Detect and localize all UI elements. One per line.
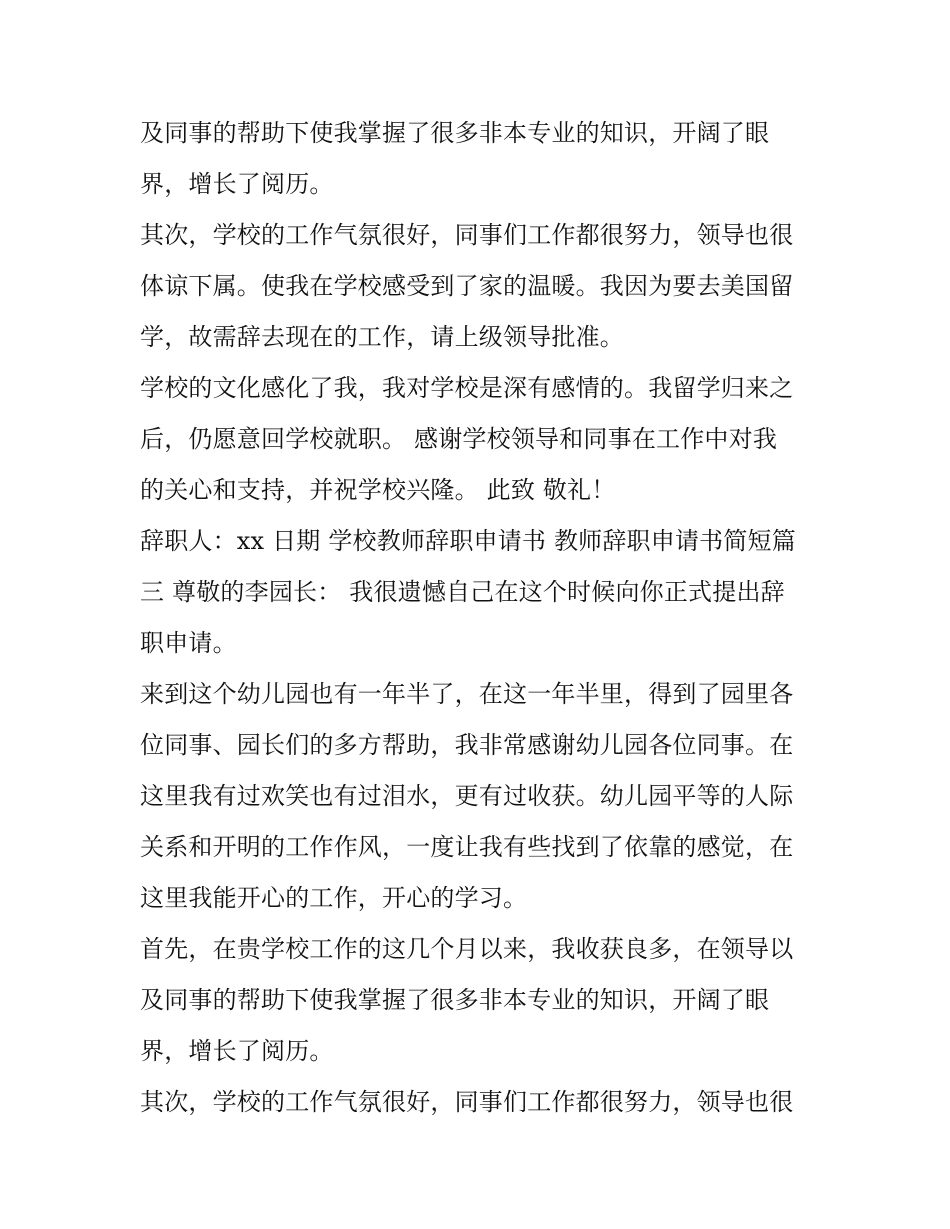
- text-line: 来到这个幼儿园也有一年半了，在这一年半里，得到了园里各: [140, 680, 794, 708]
- text-line: 关系和开明的工作作风，一度让我有些找到了依靠的感觉，在: [140, 833, 794, 861]
- text-line: 界，增长了阅历。: [140, 1037, 334, 1065]
- text-line: 学，故需辞去现在的工作，请上级领导批准。: [140, 323, 624, 351]
- text-line: 辞职人：xx 日期 学校教师辞职申请书 教师辞职申请书简短篇: [140, 527, 796, 555]
- document-body: [140, 108, 820, 1128]
- text-line: 学校的文化感化了我，我对学校是深有感情的。我留学归来之: [140, 374, 794, 402]
- text-line: 体谅下属。使我在学校感受到了家的温暖。我因为要去美国留: [140, 272, 794, 300]
- text-line: 这里我能开心的工作，开心的学习。: [140, 884, 528, 912]
- text-line: 及同事的帮助下使我掌握了很多非本专业的知识，开阔了眼: [140, 119, 770, 147]
- text-line: 界，增长了阅历。: [140, 170, 334, 198]
- text-line: 及同事的帮助下使我掌握了很多非本专业的知识，开阔了眼: [140, 986, 770, 1014]
- text-line: 位同事、园长们的多方帮助，我非常感谢幼儿园各位同事。在: [140, 731, 794, 759]
- text-line: 三 尊敬的李园长： 我很遗憾自己在这个时候向你正式提出辞: [140, 578, 785, 606]
- text-line: 后，仍愿意回学校就职。 感谢学校领导和同事在工作中对我: [140, 425, 778, 453]
- text-line: 这里我有过欢笑也有过泪水，更有过收获。幼儿园平等的人际: [140, 782, 794, 810]
- text-line: 其次，学校的工作气氛很好，同事们工作都很努力，领导也很: [140, 221, 794, 249]
- text-line: 首先，在贵学校工作的这几个月以来，我收获良多，在领导以: [140, 935, 794, 963]
- text-line: 职申请。: [140, 629, 237, 657]
- text-line: 的关心和支持，并祝学校兴隆。 此致 敬礼！: [140, 476, 616, 504]
- text-line: 其次，学校的工作气氛很好，同事们工作都很努力，领导也很: [140, 1088, 794, 1116]
